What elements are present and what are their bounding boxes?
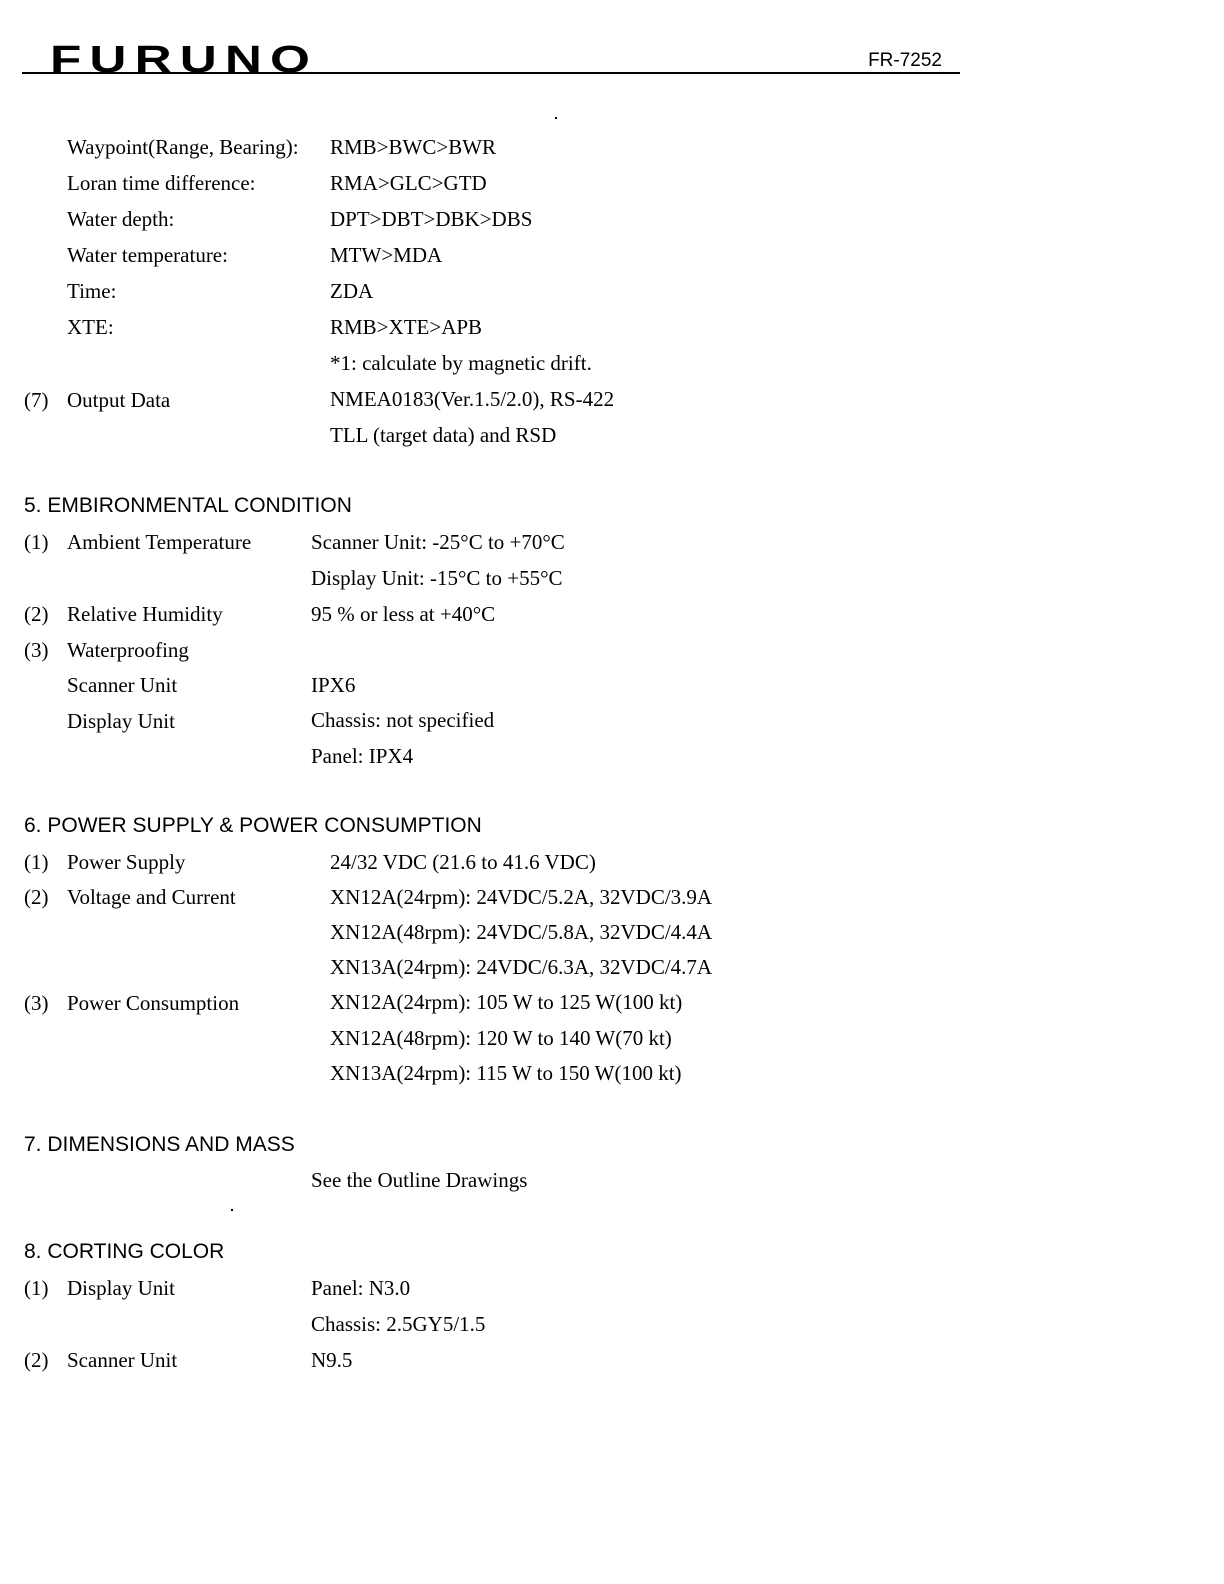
- consumption-label: Power Consumption: [67, 991, 240, 1015]
- color-scanner-num: (2): [24, 1348, 49, 1372]
- supply-value: 24/32 VDC (21.6 to 41.6 VDC): [330, 850, 596, 874]
- output-data-value-1: NMEA0183(Ver.1.5/2.0), RS-422: [330, 387, 615, 411]
- section-7-title: 7. DIMENSIONS AND MASS: [24, 1133, 295, 1156]
- wp-scanner-value: IPX6: [311, 673, 356, 697]
- furuno-logo: FURUNO: [50, 39, 319, 81]
- voltage-value-3: XN13A(24rpm): 24VDC/6.3A, 32VDC/4.7A: [330, 955, 713, 979]
- output-data-num: (7): [24, 388, 49, 412]
- time-value: ZDA: [330, 279, 374, 303]
- consumption-value-3: XN13A(24rpm): 115 W to 150 W(100 kt): [330, 1061, 682, 1085]
- time-label: Time:: [67, 279, 117, 303]
- scan-speck: [555, 117, 557, 119]
- section-5-title: 5. EMBIRONMENTAL CONDITION: [24, 494, 352, 517]
- humidity-value: 95 % or less at +40°C: [311, 602, 496, 626]
- voltage-num: (2): [24, 885, 49, 909]
- supply-label: Power Supply: [67, 850, 186, 874]
- loran-label: Loran time difference:: [67, 171, 256, 195]
- ambient-value-1: Scanner Unit: -25°C to +70°C: [311, 530, 565, 554]
- color-display-value-1: Panel: N3.0: [311, 1276, 411, 1300]
- voltage-value-1: XN12A(24rpm): 24VDC/5.2A, 32VDC/3.9A: [330, 885, 713, 909]
- section-8-title: 8. CORTING COLOR: [24, 1240, 225, 1263]
- color-scanner-label: Scanner Unit: [67, 1348, 178, 1372]
- water-temp-label: Water temperature:: [67, 243, 228, 267]
- color-display-num: (1): [24, 1276, 49, 1300]
- waypoint-label: Waypoint(Range, Bearing):: [67, 135, 299, 159]
- voltage-value-2: XN12A(48rpm): 24VDC/5.8A, 32VDC/4.4A: [330, 920, 713, 944]
- water-temp-value: MTW>MDA: [330, 243, 443, 267]
- humidity-label: Relative Humidity: [67, 602, 223, 626]
- wp-display-label: Display Unit: [67, 709, 175, 733]
- page-header: [22, 39, 960, 81]
- voltage-label: Voltage and Current: [67, 885, 236, 909]
- ambient-label: Ambient Temperature: [67, 530, 252, 554]
- xte-value: RMB>XTE>APB: [330, 315, 483, 339]
- color-display-label: Display Unit: [67, 1276, 175, 1300]
- magnetic-drift-note: *1: calculate by magnetic drift.: [330, 351, 592, 375]
- wp-scanner-label: Scanner Unit: [67, 673, 178, 697]
- wp-display-value-1: Chassis: not specified: [311, 708, 495, 732]
- water-depth-label: Water depth:: [67, 207, 175, 231]
- waterproof-num: (3): [24, 638, 49, 662]
- ambient-num: (1): [24, 530, 49, 554]
- consumption-value-2: XN12A(48rpm): 120 W to 140 W(70 kt): [330, 1026, 672, 1050]
- xte-label: XTE:: [67, 315, 114, 339]
- waypoint-value: RMB>BWC>BWR: [330, 135, 497, 159]
- consumption-value-1: XN12A(24rpm): 105 W to 125 W(100 kt): [330, 990, 683, 1014]
- dimensions-value: See the Outline Drawings: [311, 1168, 528, 1192]
- consumption-num: (3): [24, 991, 49, 1015]
- waterproof-label: Waterproofing: [67, 638, 189, 662]
- model-number: FR-7252: [868, 50, 942, 71]
- water-depth-value: DPT>DBT>DBK>DBS: [330, 207, 533, 231]
- output-data-label: Output Data: [67, 388, 171, 412]
- ambient-value-2: Display Unit: -15°C to +55°C: [311, 566, 563, 590]
- section-6-title: 6. POWER SUPPLY & POWER CONSUMPTION: [24, 814, 482, 837]
- supply-num: (1): [24, 850, 49, 874]
- scan-speck-2: [231, 1209, 233, 1211]
- output-data-value-2: TLL (target data) and RSD: [330, 423, 557, 447]
- wp-display-value-2: Panel: IPX4: [311, 744, 414, 768]
- loran-value: RMA>GLC>GTD: [330, 171, 487, 195]
- color-display-value-2: Chassis: 2.5GY5/1.5: [311, 1312, 486, 1336]
- humidity-num: (2): [24, 602, 49, 626]
- color-scanner-value: N9.5: [311, 1348, 353, 1372]
